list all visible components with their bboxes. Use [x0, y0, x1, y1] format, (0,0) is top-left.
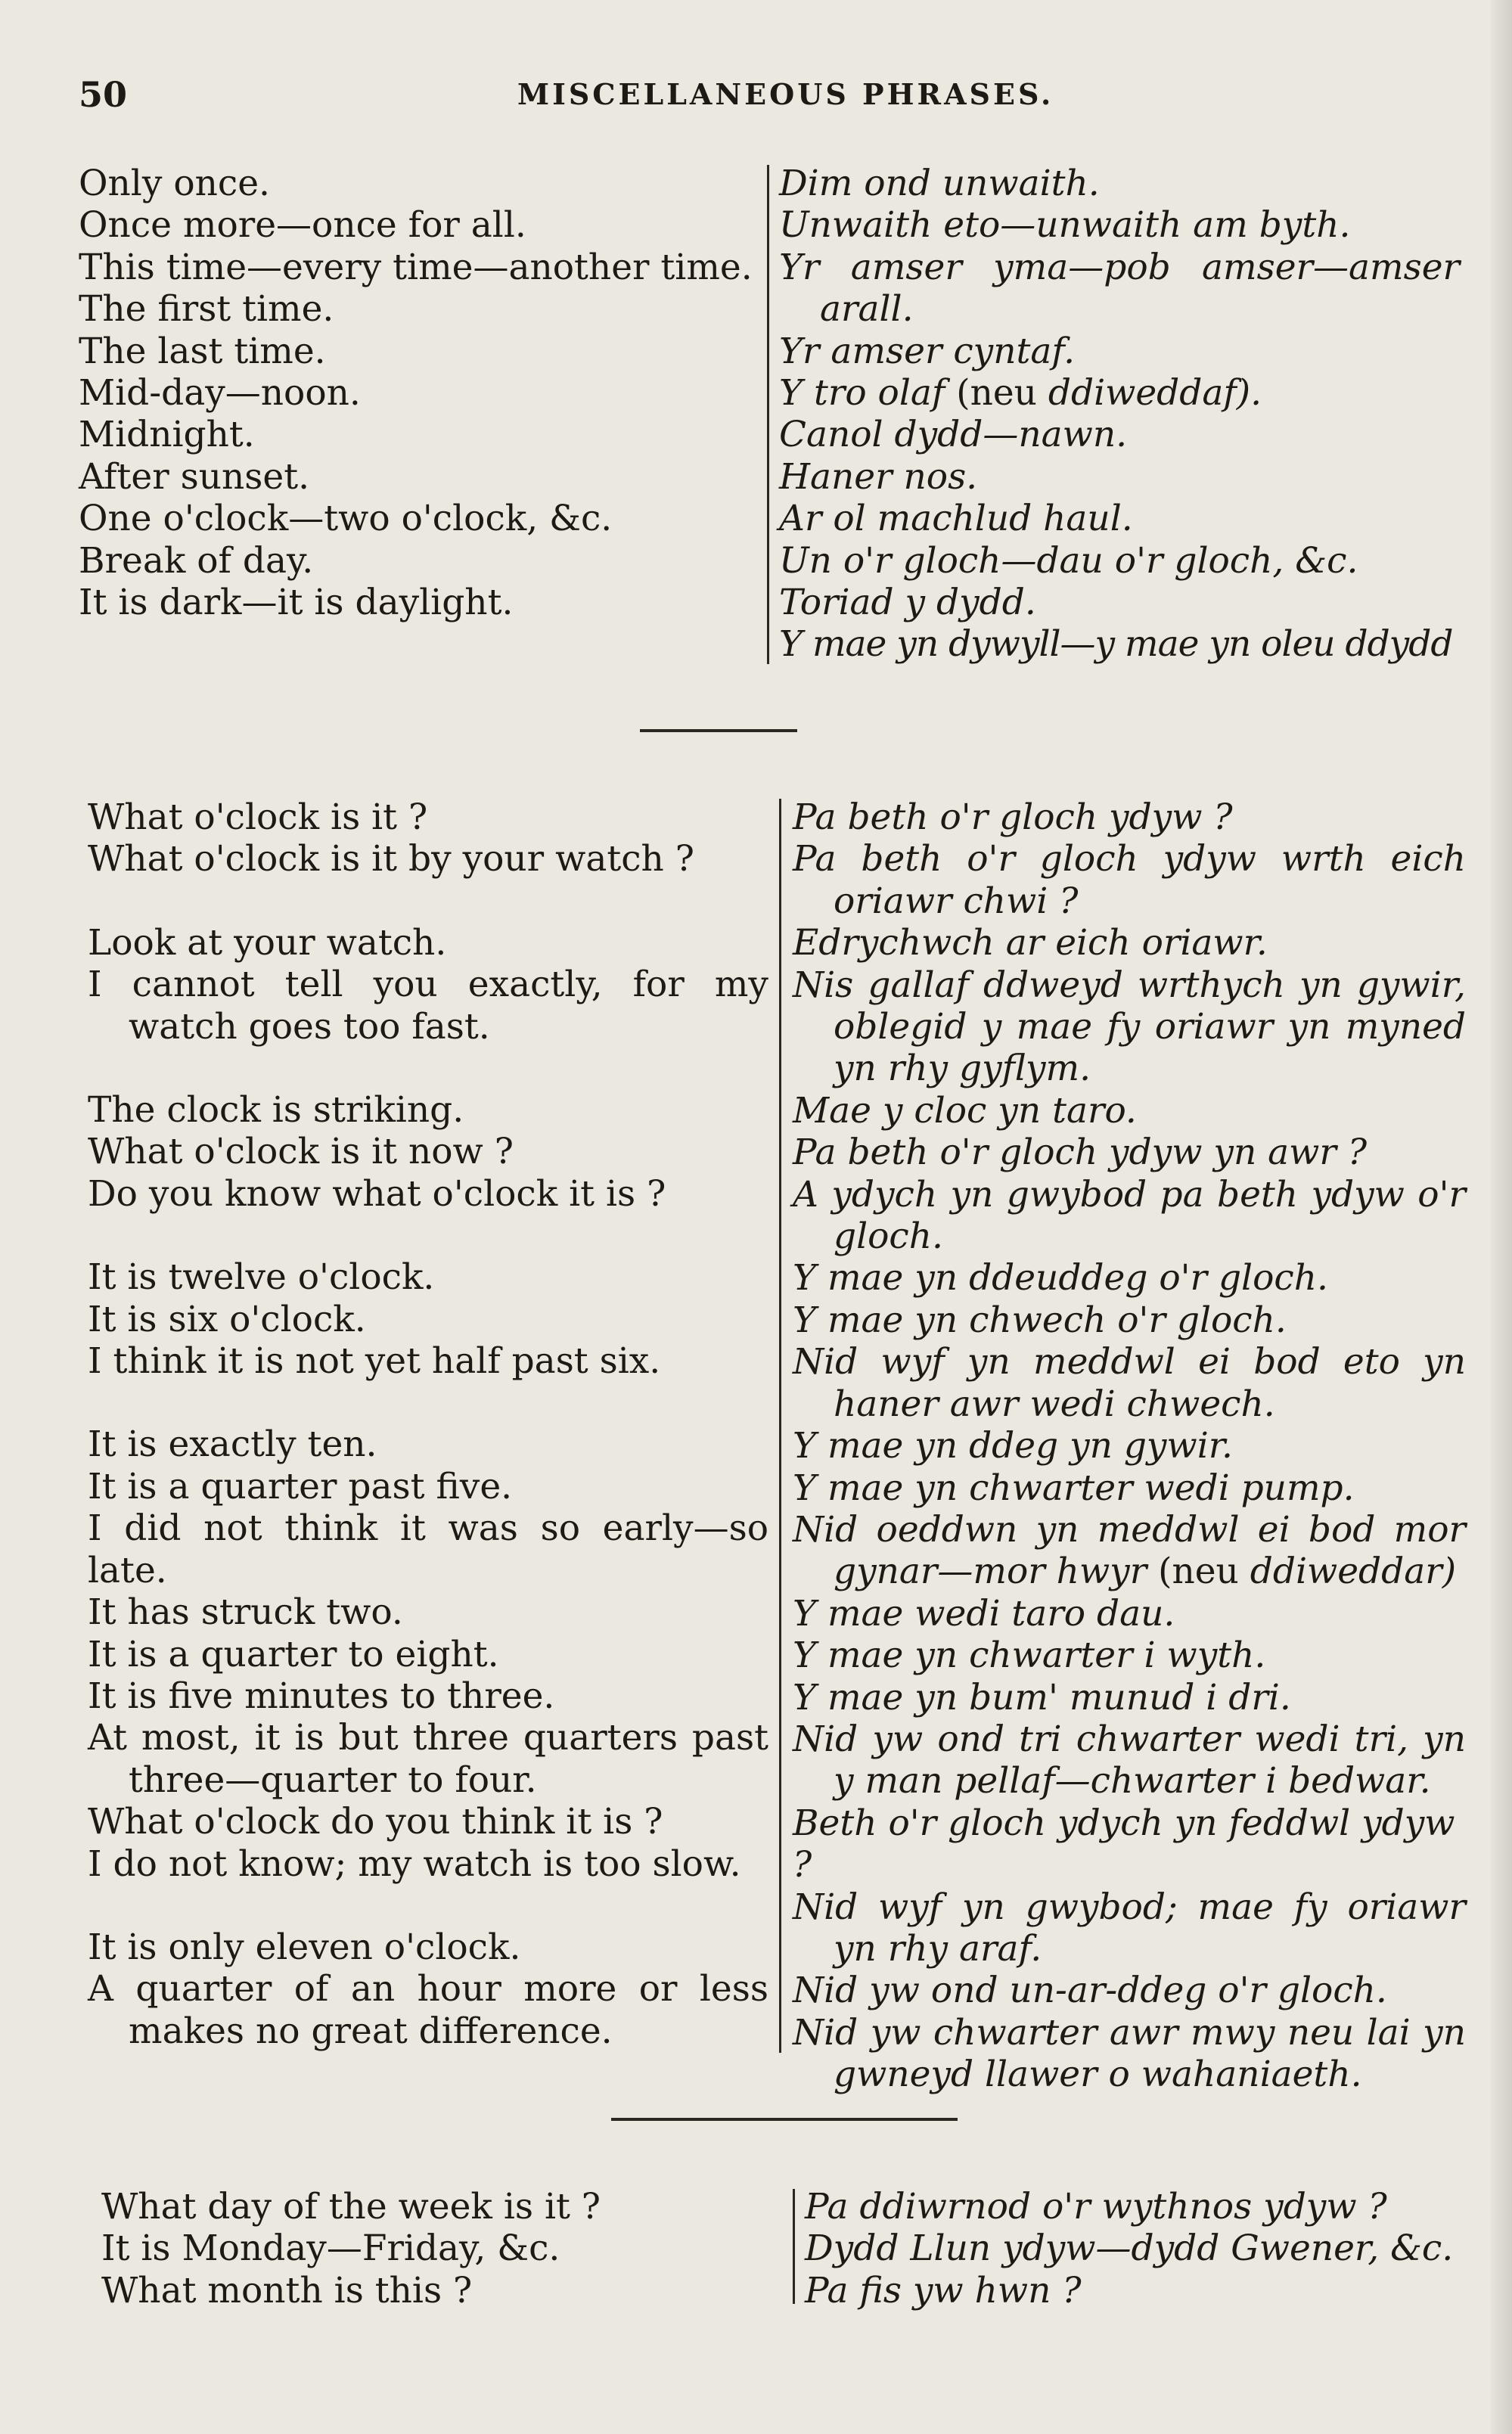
- welsh-phrase: Mae y cloc yn taro.: [793, 1089, 1137, 1132]
- english-phrase: What o'clock do you think it is ?: [88, 1801, 663, 1843]
- welsh-phrase: Y mae yn ddeg yn gywir.: [793, 1425, 1233, 1467]
- welsh-note: (neu: [1158, 1551, 1239, 1593]
- section-divider: [640, 729, 797, 732]
- welsh-phrase: Y mae yn dywyll—y mae yn oleu ddydd: [779, 623, 1453, 666]
- english-phrase: What o'clock is it by your watch ?: [88, 838, 694, 880]
- welsh-phrase: Canol dydd—nawn.: [779, 414, 1128, 456]
- running-head: MISCELLANEOUS PHRASES.: [517, 77, 1054, 111]
- english-phrase: At most, it is but three quarters past three—quarter to four.: [88, 1717, 768, 1801]
- english-phrase: It is a quarter past five.: [88, 1465, 513, 1507]
- welsh-phrase: Haner nos.: [779, 455, 978, 498]
- welsh-phrase: Nis gallaf ddweyd wrthych yn gywir, oblegid y mae fy oriawr yn myned yn rhy gyflym.: [793, 964, 1466, 1090]
- english-phrase: I did not think it was so early—so late.: [88, 1507, 768, 1591]
- english-phrase: This time—every time—another time.: [79, 246, 753, 288]
- welsh-phrase: Y mae yn chwarter i wyth.: [793, 1635, 1266, 1677]
- welsh-phrase: Pa beth o'r gloch ydyw wrth eich oriawr chwi ?: [793, 838, 1466, 922]
- spacer: [88, 880, 768, 922]
- welsh-phrase: Y mae yn chwarter wedi pump.: [793, 1467, 1355, 1509]
- english-column: [101, 2186, 767, 2311]
- english-phrase: After sunset.: [79, 455, 310, 498]
- english-phrase: Midnight.: [79, 414, 255, 456]
- english-phrase: It is exactly ten.: [88, 1423, 377, 1466]
- english-phrase: It has struck two.: [88, 1591, 403, 1634]
- welsh-note: (neu: [956, 372, 1037, 414]
- spacer: [88, 1215, 768, 1256]
- spacer: [88, 1382, 768, 1423]
- column-divider: [767, 165, 769, 664]
- welsh-alternative: ddiweddaf).: [1048, 372, 1262, 414]
- welsh-phrase: Un o'r gloch—dau o'r gloch, &c.: [779, 539, 1358, 582]
- welsh-phrase: Y mae yn chwech o'r gloch.: [793, 1299, 1287, 1341]
- english-phrase: It is five minutes to three.: [88, 1675, 555, 1717]
- english-phrase: I do not know; my watch is too slow.: [88, 1843, 741, 1885]
- english-phrase: It is only eleven o'clock.: [88, 1926, 521, 1968]
- welsh-text: Nid oeddwn yn meddwl ei bod mor gynar—mor hwyr: [793, 1508, 1466, 1593]
- welsh-phrase: Edrychwch ar eich oriawr.: [793, 922, 1268, 964]
- welsh-phrase: Pa beth o'r gloch ydyw yn awr ?: [793, 1132, 1368, 1174]
- english-phrase: A quarter of an hour more or less makes no great difference.: [88, 1968, 768, 2052]
- welsh-phrase: Y mae wedi taro dau.: [793, 1592, 1175, 1635]
- english-phrase: Only once.: [79, 163, 270, 204]
- section-divider: [611, 2118, 958, 2121]
- welsh-phrase: Pa ddiwrnod o'r wythnos ydyw ?: [805, 2186, 1387, 2228]
- welsh-alternative: ddiweddar): [1250, 1551, 1457, 1593]
- welsh-phrase: Yr amser yma—pob amser—amser arall.: [779, 246, 1460, 331]
- english-phrase: It is Monday—Friday, &c.: [101, 2228, 560, 2270]
- welsh-column: [805, 2186, 1470, 2311]
- english-phrase: Do you know what o'clock it is ?: [88, 1172, 666, 1215]
- english-phrase: It is a quarter to eight.: [88, 1633, 499, 1675]
- english-phrase: The last time.: [79, 330, 326, 372]
- english-phrase: What month is this ?: [101, 2269, 473, 2311]
- spacer: [88, 1885, 768, 1926]
- welsh-phrase: Beth o'r gloch ydych yn feddwl ydyw ?: [793, 1802, 1455, 1886]
- column-divider: [793, 2189, 795, 2304]
- english-phrase: It is six o'clock.: [88, 1298, 366, 1340]
- page-edge-shadow: [1491, 0, 1512, 2434]
- welsh-phrase: Y mae yn bum' munud i dri.: [793, 1676, 1291, 1718]
- welsh-phrase: Y mae yn ddeuddeg o'r gloch.: [793, 1257, 1328, 1299]
- welsh-phrase: Pa fis yw hwn ?: [805, 2269, 1082, 2311]
- english-phrase: Once more—once for all.: [79, 204, 526, 247]
- welsh-phrase: Nid wyf yn gwybod; mae fy oriawr yn rhy araf.: [793, 1886, 1466, 1970]
- english-phrase: I cannot tell you exactly, for my watch goes too fast.: [88, 964, 768, 1048]
- welsh-phrase: Nid yw ond un-ar-ddeg o'r gloch.: [793, 1970, 1387, 2012]
- welsh-text: Y tro olaf: [779, 372, 945, 414]
- welsh-phrase: Nid wyf yn meddwl ei bod eto yn haner awr wedi chwech.: [793, 1341, 1466, 1425]
- welsh-phrase: [793, 1509, 1466, 1593]
- welsh-phrase: [779, 372, 1460, 414]
- welsh-phrase: Yr amser cyntaf.: [779, 330, 1076, 372]
- english-phrase: What day of the week is it ?: [101, 2186, 601, 2228]
- column-divider: [779, 799, 781, 2053]
- welsh-phrase: Unwaith eto—unwaith am byth.: [779, 204, 1351, 247]
- english-phrase: It is twelve o'clock.: [88, 1256, 435, 1299]
- english-phrase: Look at your watch.: [88, 921, 447, 964]
- english-phrase: Break of day.: [79, 539, 314, 582]
- page-number: 50: [79, 74, 128, 115]
- english-column: [88, 796, 768, 2052]
- welsh-phrase: Dydd Llun ydyw—dydd Gwener, &c.: [805, 2228, 1454, 2270]
- english-phrase: I think it is not yet half past six.: [88, 1340, 661, 1383]
- welsh-column: [793, 796, 1466, 2096]
- spacer: [88, 1048, 768, 1089]
- english-phrase: The first time.: [79, 288, 334, 331]
- welsh-phrase: A ydych yn gwybod pa beth ydyw o'r gloch.: [793, 1173, 1466, 1258]
- english-column: [79, 163, 756, 623]
- english-phrase: What o'clock is it now ?: [88, 1131, 514, 1173]
- page-header: [79, 74, 1470, 120]
- welsh-column: [779, 163, 1460, 666]
- welsh-phrase: Nid yw chwarter awr mwy neu lai yn gwneyd llawer o wahaniaeth.: [793, 2011, 1466, 2096]
- welsh-phrase: Nid yw ond tri chwarter wedi tri, yn y man pellaf—chwarter i bedwar.: [793, 1718, 1466, 1802]
- english-phrase: The clock is striking.: [88, 1089, 464, 1132]
- welsh-phrase: Dim ond unwaith.: [779, 163, 1100, 204]
- english-phrase: What o'clock is it ?: [88, 796, 428, 838]
- welsh-phrase: Pa beth o'r gloch ydyw ?: [793, 796, 1233, 838]
- english-phrase: Mid-day—noon.: [79, 372, 361, 414]
- welsh-phrase: Toriad y dydd.: [779, 582, 1036, 624]
- welsh-phrase: Ar ol machlud haul.: [779, 498, 1133, 540]
- english-phrase: One o'clock—two o'clock, &c.: [79, 498, 613, 540]
- english-phrase: It is dark—it is daylight.: [79, 582, 514, 624]
